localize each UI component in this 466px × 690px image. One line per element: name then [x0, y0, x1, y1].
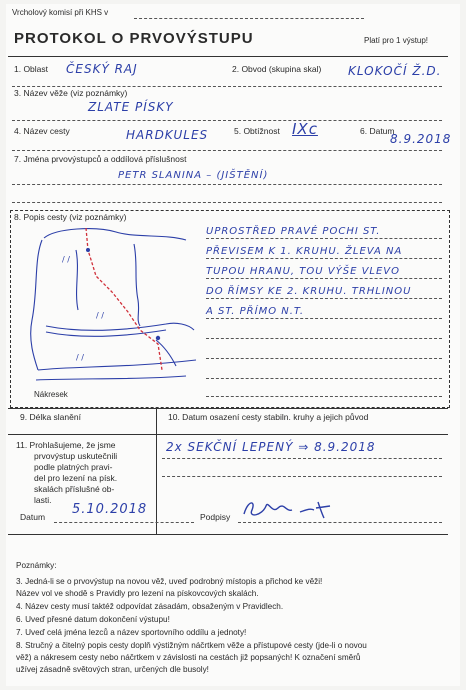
field-2-value: KLOKOČÍ Ž.D. — [348, 64, 442, 78]
row-3-line — [12, 120, 442, 121]
signature-scribble — [238, 494, 358, 522]
field-8-label: 8. Popis cesty (viz poznámky) — [14, 212, 127, 222]
field-10-label: 10. Datum osazení cesty stabiln. kruhy a jejich původ — [168, 412, 369, 422]
notes-line-6: 8. Stručný a čitelný popis cesty doplň výstižným náčrtkem věže a přístupové cesty (jde-li o novou — [16, 641, 367, 650]
header-divider — [8, 56, 448, 57]
field-2-label: 2. Obvod (skupina skal) — [232, 64, 322, 74]
field-7-label: 7. Jména prvovýstupců a oddílová příslušnost — [14, 154, 187, 164]
field-1-label: 1. Oblast — [14, 64, 49, 74]
description-rule-5 — [206, 318, 442, 319]
description-line-4: DO ŘÍMSY KE 2. KRUHU. TRHLINOU — [206, 286, 412, 297]
field-6-value: 8.9.2018 — [390, 132, 452, 146]
field-11-line-6: lasti. — [34, 495, 52, 505]
field-10-rule-1 — [162, 458, 442, 459]
field-1-value: ČESKÝ RAJ — [66, 62, 138, 76]
svg-text:/ /: / / — [62, 255, 70, 264]
description-line-3: TUPOU HRANU, TOU VÝŠE VLEVO — [206, 266, 401, 277]
description-line-5: A ST. PŘÍMO N.T. — [206, 306, 305, 317]
field-4-label: 4. Název cesty — [14, 126, 70, 136]
description-rule-9 — [206, 396, 442, 397]
committee-fill-line — [134, 18, 364, 19]
field-4-value: HARDKULES — [126, 128, 209, 142]
date-rule — [54, 522, 194, 523]
signature-label: Podpisy — [200, 512, 231, 522]
row-7-line-b — [12, 202, 442, 203]
description-rule-3 — [206, 278, 442, 279]
description-rule-8 — [206, 378, 442, 379]
description-rule-6 — [206, 338, 442, 339]
description-rule-2 — [206, 258, 442, 259]
description-line-1: UPROSTŘED PRAVÉ POCHI ST. — [206, 226, 381, 237]
field-10-value: 2x SEKČNÍ LEPENÝ ⇒ 8.9.2018 — [166, 440, 376, 454]
svg-text:/ /: / / — [76, 353, 84, 362]
date-label: Datum — [20, 512, 46, 522]
row-7-line-a — [12, 184, 442, 185]
field-3-label: 3. Název věže (viz poznámky) — [14, 88, 128, 98]
notes-line-7: věž) a nákresem cesty nebo náčrtkem v závislosti na cestách již popsaných! K označení směrů — [16, 653, 361, 662]
committee-label: Vrcholový komisí při KHS v — [12, 8, 109, 17]
row-9-divider — [156, 408, 157, 434]
sketch-label: Nákresek — [34, 390, 68, 399]
field-5-value: IXc — [292, 120, 318, 138]
field-11-line-4: del pro lezení na písk. — [34, 473, 118, 483]
row-9-top — [8, 408, 448, 409]
field-6-label: 6. Datum — [360, 126, 395, 136]
field-7-value: PETR SLANINA – (JIŠTĚNÍ) — [118, 170, 269, 181]
page-title: PROTOKOL O PRVOVÝSTUPU — [14, 30, 254, 47]
validity-note: Platí pro 1 výstup! — [364, 36, 429, 45]
notes-line-4: 6. Uveď přesné datum dokončení výstupu! — [16, 615, 170, 624]
notes-line-3: 4. Název cesty musí taktéž odpovídat zásadám, obsaženým v Pravidlech. — [16, 602, 284, 611]
notes-title: Poznámky: — [16, 561, 57, 570]
route-sketch — [16, 220, 200, 392]
section-11-bottom — [8, 534, 448, 535]
notes-line-5: 7. Uveď celá jména lezců a název sportovního oddílu a jednoty! — [16, 628, 247, 637]
section-11-divider — [156, 434, 157, 534]
row-1-line — [12, 86, 442, 87]
description-line-2: PŘEVISEM K 1. KRUHU. ŽLEVA NA — [206, 246, 403, 257]
field-11-line-1: 11. Prohlašujeme, že jsme — [16, 440, 116, 450]
row-4-line — [12, 150, 442, 151]
field-11-line-3: podle platných pravi- — [34, 462, 113, 472]
notes-line-2: Název vol ve shodě s Pravidly pro lezení na pískovcových skalách. — [16, 589, 259, 598]
field-3-value: ZLATE PÍSKY — [88, 100, 174, 114]
signature-rule — [238, 522, 442, 523]
field-11-line-5: skalách příslušné ob- — [34, 484, 115, 494]
svg-text:/ /: / / — [96, 311, 104, 320]
field-9-label: 9. Délka slanění — [20, 412, 81, 422]
protocol-sheet — [6, 4, 460, 686]
notes-line-8: užívej zásadně světových stran, určených dle busoly! — [16, 665, 209, 674]
description-rule-4 — [206, 298, 442, 299]
description-rule-1 — [206, 238, 442, 239]
field-10-rule-2 — [162, 476, 442, 477]
field-11-line-2: prvovýstup uskutečnili — [34, 451, 118, 461]
notes-line-1: 3. Jedná-li se o prvovýstup na novou věž, uveď podrobný místopis a přichod ke věži! — [16, 577, 323, 586]
row-9-bottom — [8, 434, 448, 435]
description-rule-7 — [206, 358, 442, 359]
field-5-label: 5. Obtížnost — [234, 126, 280, 136]
date-value: 5.10.2018 — [72, 502, 148, 517]
